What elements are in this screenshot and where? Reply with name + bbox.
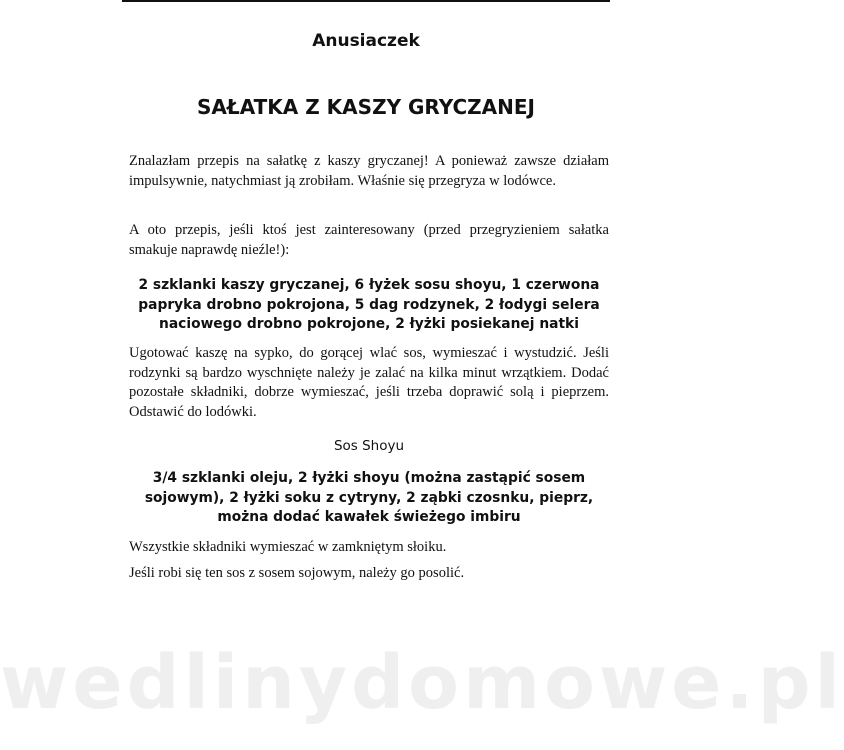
sauce-method-paragraph: Wszystkie składniki wymieszać w zamkniętym słoiku.	[129, 539, 447, 555]
author-name: Anusiaczek	[312, 31, 420, 51]
note-paragraph: Jeśli robi się ten sos z sosem sojowym, należy go posolić.	[129, 565, 465, 581]
sauce-ingredients: 3/4 szklanki oleju, 2 łyżki shoyu (można zastąpić sosem sojowym), 2 łyżki soku z cytryny, 2 ząbki czosnku, pieprz, można dodać kawałek świeżego imbiru	[144, 470, 594, 525]
sauce-title: Sos Shoyu	[333, 438, 405, 454]
intro-paragraph: Znalazłam przepis na sałatkę z kaszy gryczanej! A ponieważ zawsze działam impulsywnie, natychmiast ją zrobiłam. Właśnie się przegryza w lodówce.	[129, 153, 609, 189]
recipe-title: SAŁATKA Z KASZY GRYCZANEJ	[196, 95, 536, 119]
ingredients-list: 2 szklanki kaszy gryczanej, 6 łyżek sosu shoyu, 1 czerwona papryka drobno pokrojona, 5 dag rodzynek, 2 łodygi selera naciowego drobno pokrojone, 2 łyżki posiekanej natki	[138, 277, 600, 332]
lead-in-paragraph: A oto przepis, jeśli ktoś jest zainteresowany (przed przegryzieniem sałatka smakuje naprawdę nieźle!):	[129, 222, 609, 258]
watermark: wedlinydomowe.pl	[0, 640, 844, 726]
method-paragraph: Ugotować kaszę na sypko, do gorącej wlać sos, wymieszać i wystudzić. Jeśli rodzynki są bardzo wyschnięte należy je zalać na kilka minut wrzątkiem. Dodać pozostałe składniki, dobrze wymieszać, jeśli trzeba doprawić solą i pieprzem. Odstawić do lodówki.	[129, 345, 609, 420]
top-rule	[122, 0, 610, 2]
